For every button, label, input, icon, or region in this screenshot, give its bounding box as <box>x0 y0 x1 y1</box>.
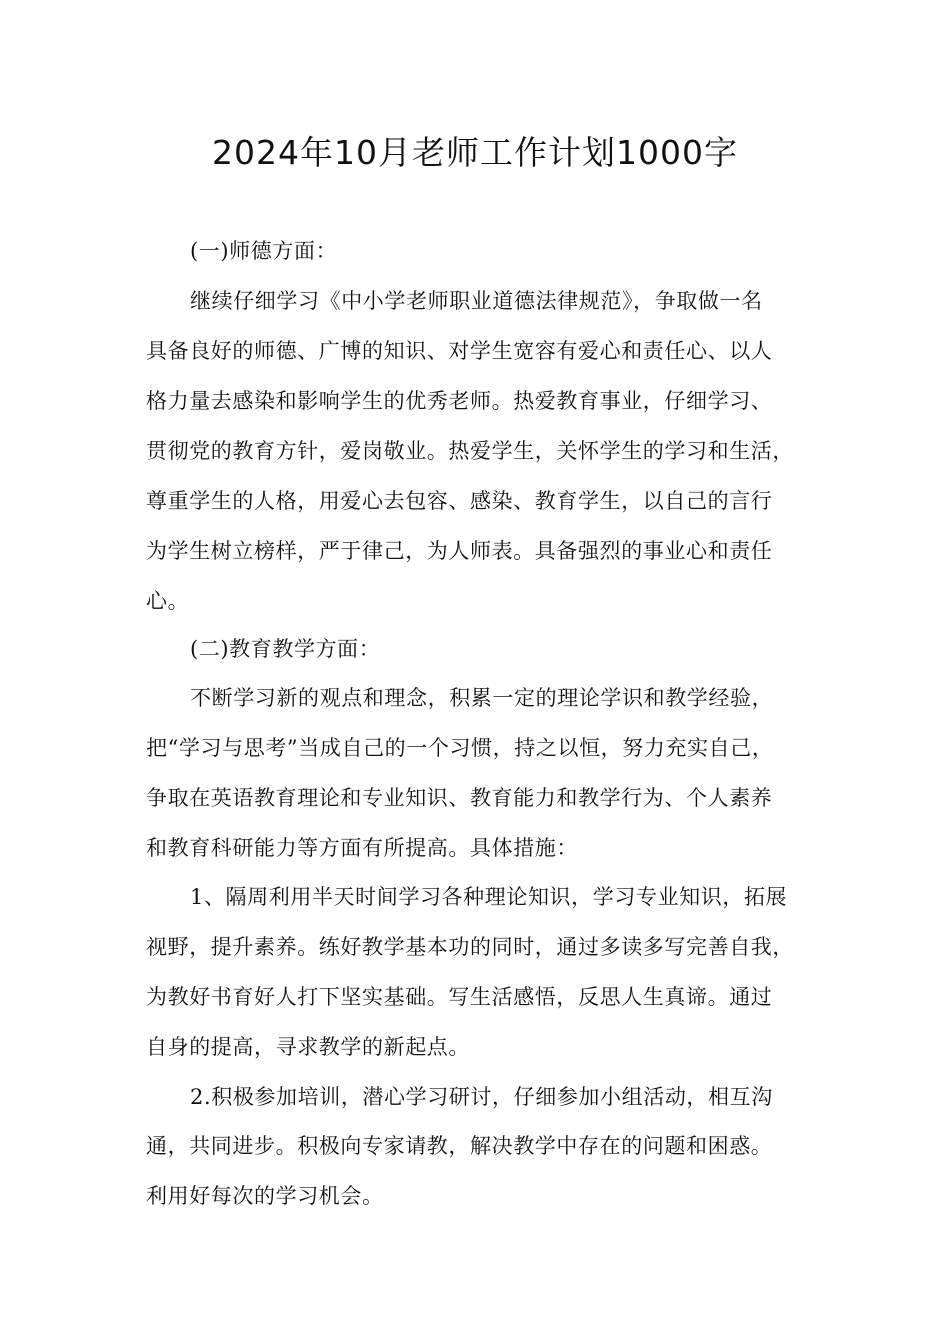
list-item-line: 2.积极参加培训，潜心学习研讨，仔细参加小组活动，相互沟 <box>190 1085 773 1109</box>
paragraph-line: 具备良好的师德、广博的知识、对学生宽容有爱心和责任心、以人 <box>146 339 773 363</box>
paragraph-line: 自身的提高，寻求教学的新起点。 <box>146 1035 470 1059</box>
paragraph-line: 为教好书育好人打下坚实基础。写生活感悟，反思人生真谛。通过 <box>146 985 773 1009</box>
paragraph-line: 把“学习与思考”当成自己的一个习惯，持之以恒，努力充实自己， <box>146 736 774 760</box>
document-title: 2024年10月老师工作计划1000字 <box>212 133 738 172</box>
paragraph-line: 格力量去感染和影响学生的优秀老师。热爱教育事业，仔细学习、 <box>146 389 773 413</box>
paragraph-line: 利用好每次的学习机会。 <box>146 1184 384 1208</box>
paragraph-line: 贯彻党的教育方针，爱岗敬业。热爱学生，关怀学生的学习和生活， <box>146 439 794 463</box>
paragraph-line: 心。 <box>146 589 190 613</box>
paragraph-line: 尊重学生的人格，用爱心去包容、感染、教育学生，以自己的言行 <box>146 489 773 513</box>
list-item-line: 1、隔周利用半天时间学习各种理论知识，学习专业知识，拓展 <box>190 885 788 909</box>
section-heading-teaching: (二)教育教学方面： <box>190 637 381 661</box>
paragraph-line: 和教育科研能力等方面有所提高。具体措施： <box>146 836 578 860</box>
paragraph-line: 通，共同进步。积极向专家请教，解决教学中存在的问题和困惑。 <box>146 1134 773 1158</box>
paragraph-line: 为学生树立榜样，严于律己，为人师表。具备强烈的事业心和责任 <box>146 539 773 563</box>
paragraph-line: 争取在英语教育理论和专业知识、教育能力和教学行为、个人素养 <box>146 786 773 810</box>
paragraph-line: 视野，提升素养。练好教学基本功的同时，通过多读多写完善自我， <box>146 935 794 959</box>
section-heading-ethics: (一)师德方面： <box>190 239 338 263</box>
paragraph-line: 继续仔细学习《中小学老师职业道德法律规范》，争取做一名 <box>190 289 763 313</box>
paragraph-line: 不断学习新的观点和理念，积累一定的理论学识和教学经验， <box>190 686 774 710</box>
